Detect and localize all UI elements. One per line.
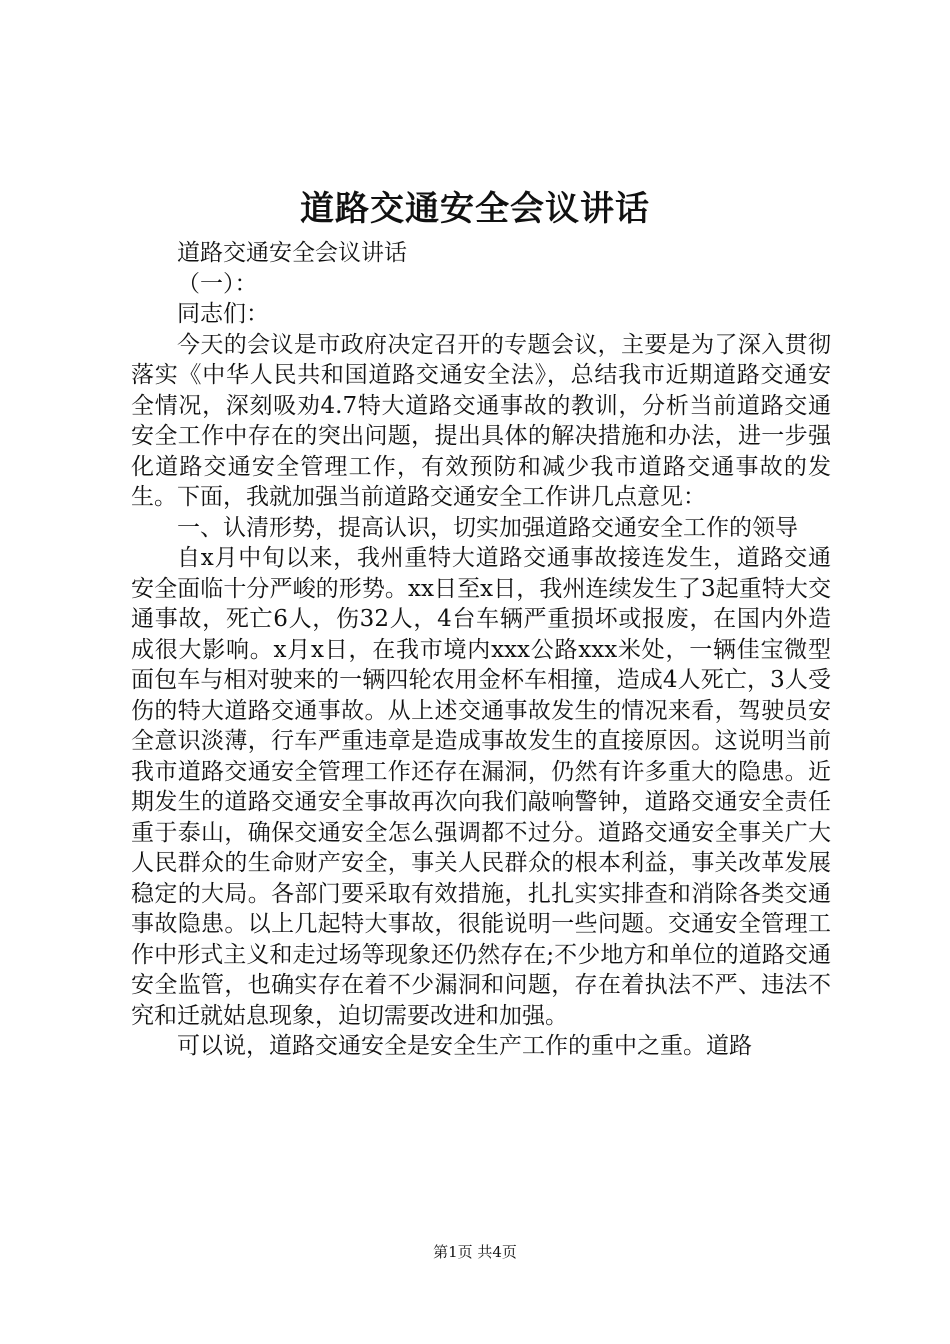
subtitle-paragraph: 道路交通安全会议讲话: [177, 240, 407, 266]
body-paragraph: 自x月中旬以来，我州重特大道路交通事故接连发生，道路交通安全面临十分严峻的形势。xx日至x日，我州连续发生了3起重特大交通事故，死亡6人，伤32人，4台车辆严重损坏或报废，在国内外造成很大影响。x月x日，在我市境内xxx公路xxx米处，一辆佳宝微型面包车与相对驶来的一辆四轮农用金杯车相撞，造成4人死亡，3人受伤的特大道路交通事故。从上述交通事故发生的情况来看，驾驶员安全意识淡薄，行车严重违章是造成事故发生的直接原因。这说明当前我市道路交通安全管理工作还存在漏洞，仍然有许多重大的隐患。近期发生的道路交通安全事故再次向我们敲响警钟，道路交通安全责任重于泰山，确保交通安全怎么强调都不过分。道路交通安全事关广大人民群众的生命财产安全，事关人民群众的根本利益，事关改革发展稳定的大局。各部门要采取有效措施，扎扎实实排查和消除各类交通事故隐患。以上几起特大事故，很能说明一些问题。交通安全管理工作中形式主义和走过场等现象还仍然存在;不少地方和单位的道路交通安全监管，也确实存在着不少漏洞和问题，存在着执法不严、违法不究和迁就姑息现象，迫切需要改进和加强。: [131, 545, 831, 1029]
salutation-paragraph: 同志们：: [177, 301, 269, 327]
intro-paragraph: 今天的会议是市政府决定召开的专题会议，主要是为了深入贯彻落实《中华人民共和国道路交通安全法》，总结我市近期道路交通安全情况，深刻吸劝4.7特大道路交通事故的教训，分析当前道路交通安全工作中存在的突出问题，提出具体的解决措施和办法，进一步强化道路交通安全管理工作，有效预防和减少我市道路交通事故的发生。下面，我就加强当前道路交通安全工作讲几点意见：: [131, 331, 831, 510]
body-paragraph: 可以说，道路交通安全是安全生产工作的重中之重。道路: [177, 1033, 752, 1059]
section-heading-paragraph: 一、认清形势，提高认识，切实加强道路交通安全工作的领导: [177, 514, 798, 541]
section-number-paragraph: （一）：: [177, 270, 258, 297]
document-title: 道路交通安全会议讲话: [300, 189, 650, 229]
page-footer: 第1页 共4页: [433, 1243, 517, 1261]
document-body: [131, 238, 831, 1062]
